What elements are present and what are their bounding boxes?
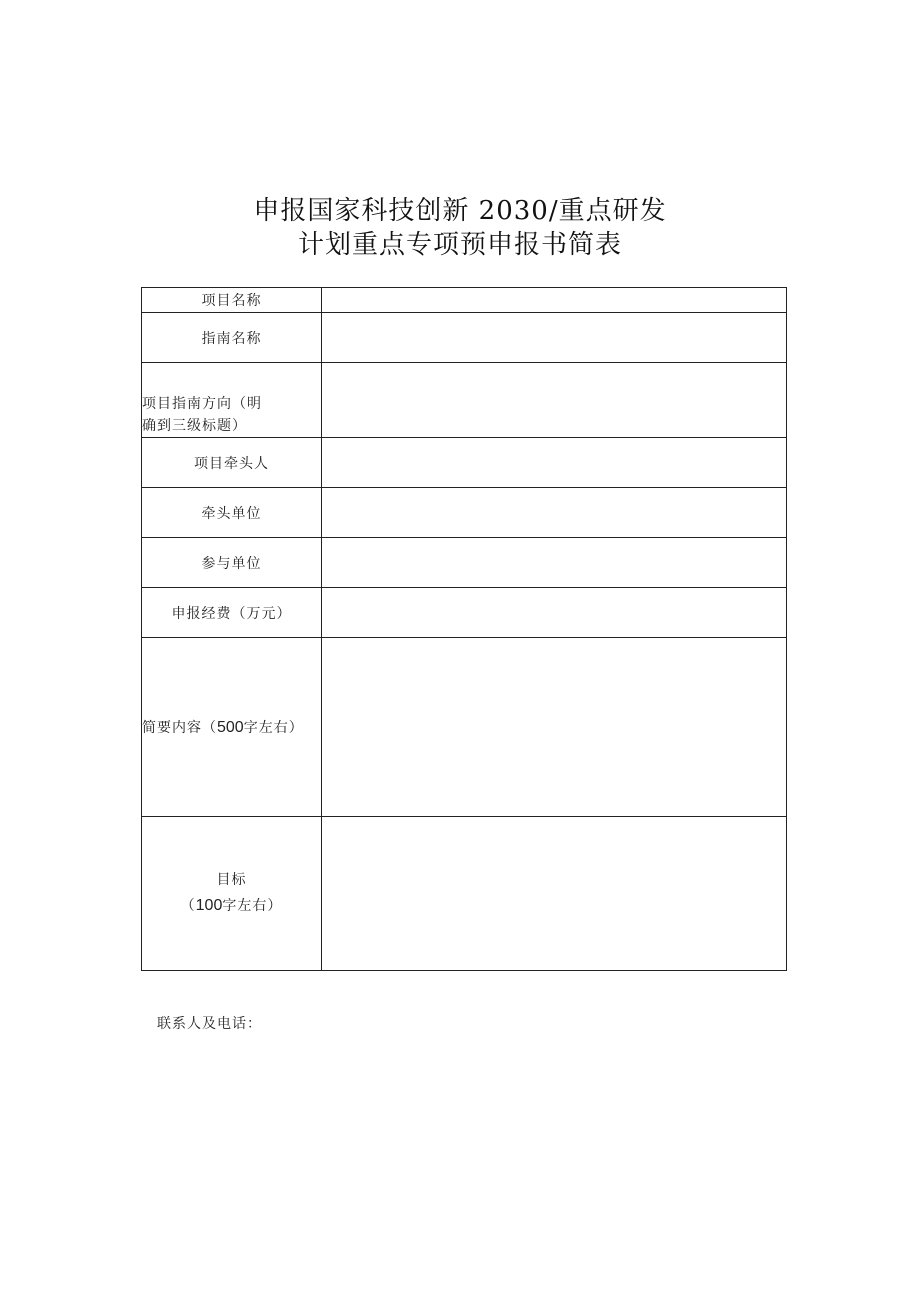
summary-label-prefix: 简要内容（: [142, 720, 217, 736]
goal-label: [142, 817, 322, 971]
table-row: [142, 313, 787, 363]
budget-field[interactable]: [322, 588, 787, 638]
guide-direction-field[interactable]: [322, 363, 787, 438]
project-name-field[interactable]: [322, 288, 787, 313]
project-leader-label: 项目牵头人: [142, 438, 322, 488]
table-row: [142, 488, 787, 538]
lead-unit-field[interactable]: [322, 488, 787, 538]
contact-label: 联系人及电话：: [157, 1016, 262, 1032]
lead-unit-label: 牵头单位: [142, 488, 322, 538]
guide-name-field[interactable]: [322, 313, 787, 363]
goal-field[interactable]: [322, 817, 787, 971]
guide-direction-label-line-1: 项目指南方向（明: [142, 396, 262, 412]
table-row: [142, 438, 787, 488]
goal-label-prefix: （: [180, 898, 196, 914]
budget-label: 申报经费（万元）: [142, 588, 322, 638]
goal-label-line-2: [142, 893, 321, 919]
summary-label: [142, 638, 322, 817]
guide-direction-label: [142, 363, 322, 438]
participating-units-field[interactable]: [322, 538, 787, 588]
summary-label-number: 500: [217, 719, 244, 736]
table-row: [142, 588, 787, 638]
project-leader-field[interactable]: [322, 438, 787, 488]
table-row: [142, 363, 787, 438]
goal-label-number: 100: [195, 897, 223, 914]
goal-label-line-1: 目标: [216, 872, 247, 888]
document-title-line-1: 申报国家科技创新 2030/重点研发: [253, 196, 667, 226]
table-row: [142, 538, 787, 588]
table-row: [142, 817, 787, 971]
guide-name-label: 指南名称: [142, 313, 322, 363]
goal-label-suffix: 字左右）: [222, 898, 283, 914]
application-form-table: [141, 287, 787, 971]
summary-label-suffix: 字左右）: [243, 720, 304, 736]
guide-direction-label-line-2: 确到三级标题）: [142, 418, 247, 434]
project-name-label: 项目名称: [142, 288, 322, 313]
participating-units-label: 参与单位: [142, 538, 322, 588]
document-title-line-2: 计划重点专项预申报书简表: [297, 230, 622, 260]
summary-field[interactable]: [322, 638, 787, 817]
table-row: [142, 638, 787, 817]
table-row: [142, 288, 787, 313]
